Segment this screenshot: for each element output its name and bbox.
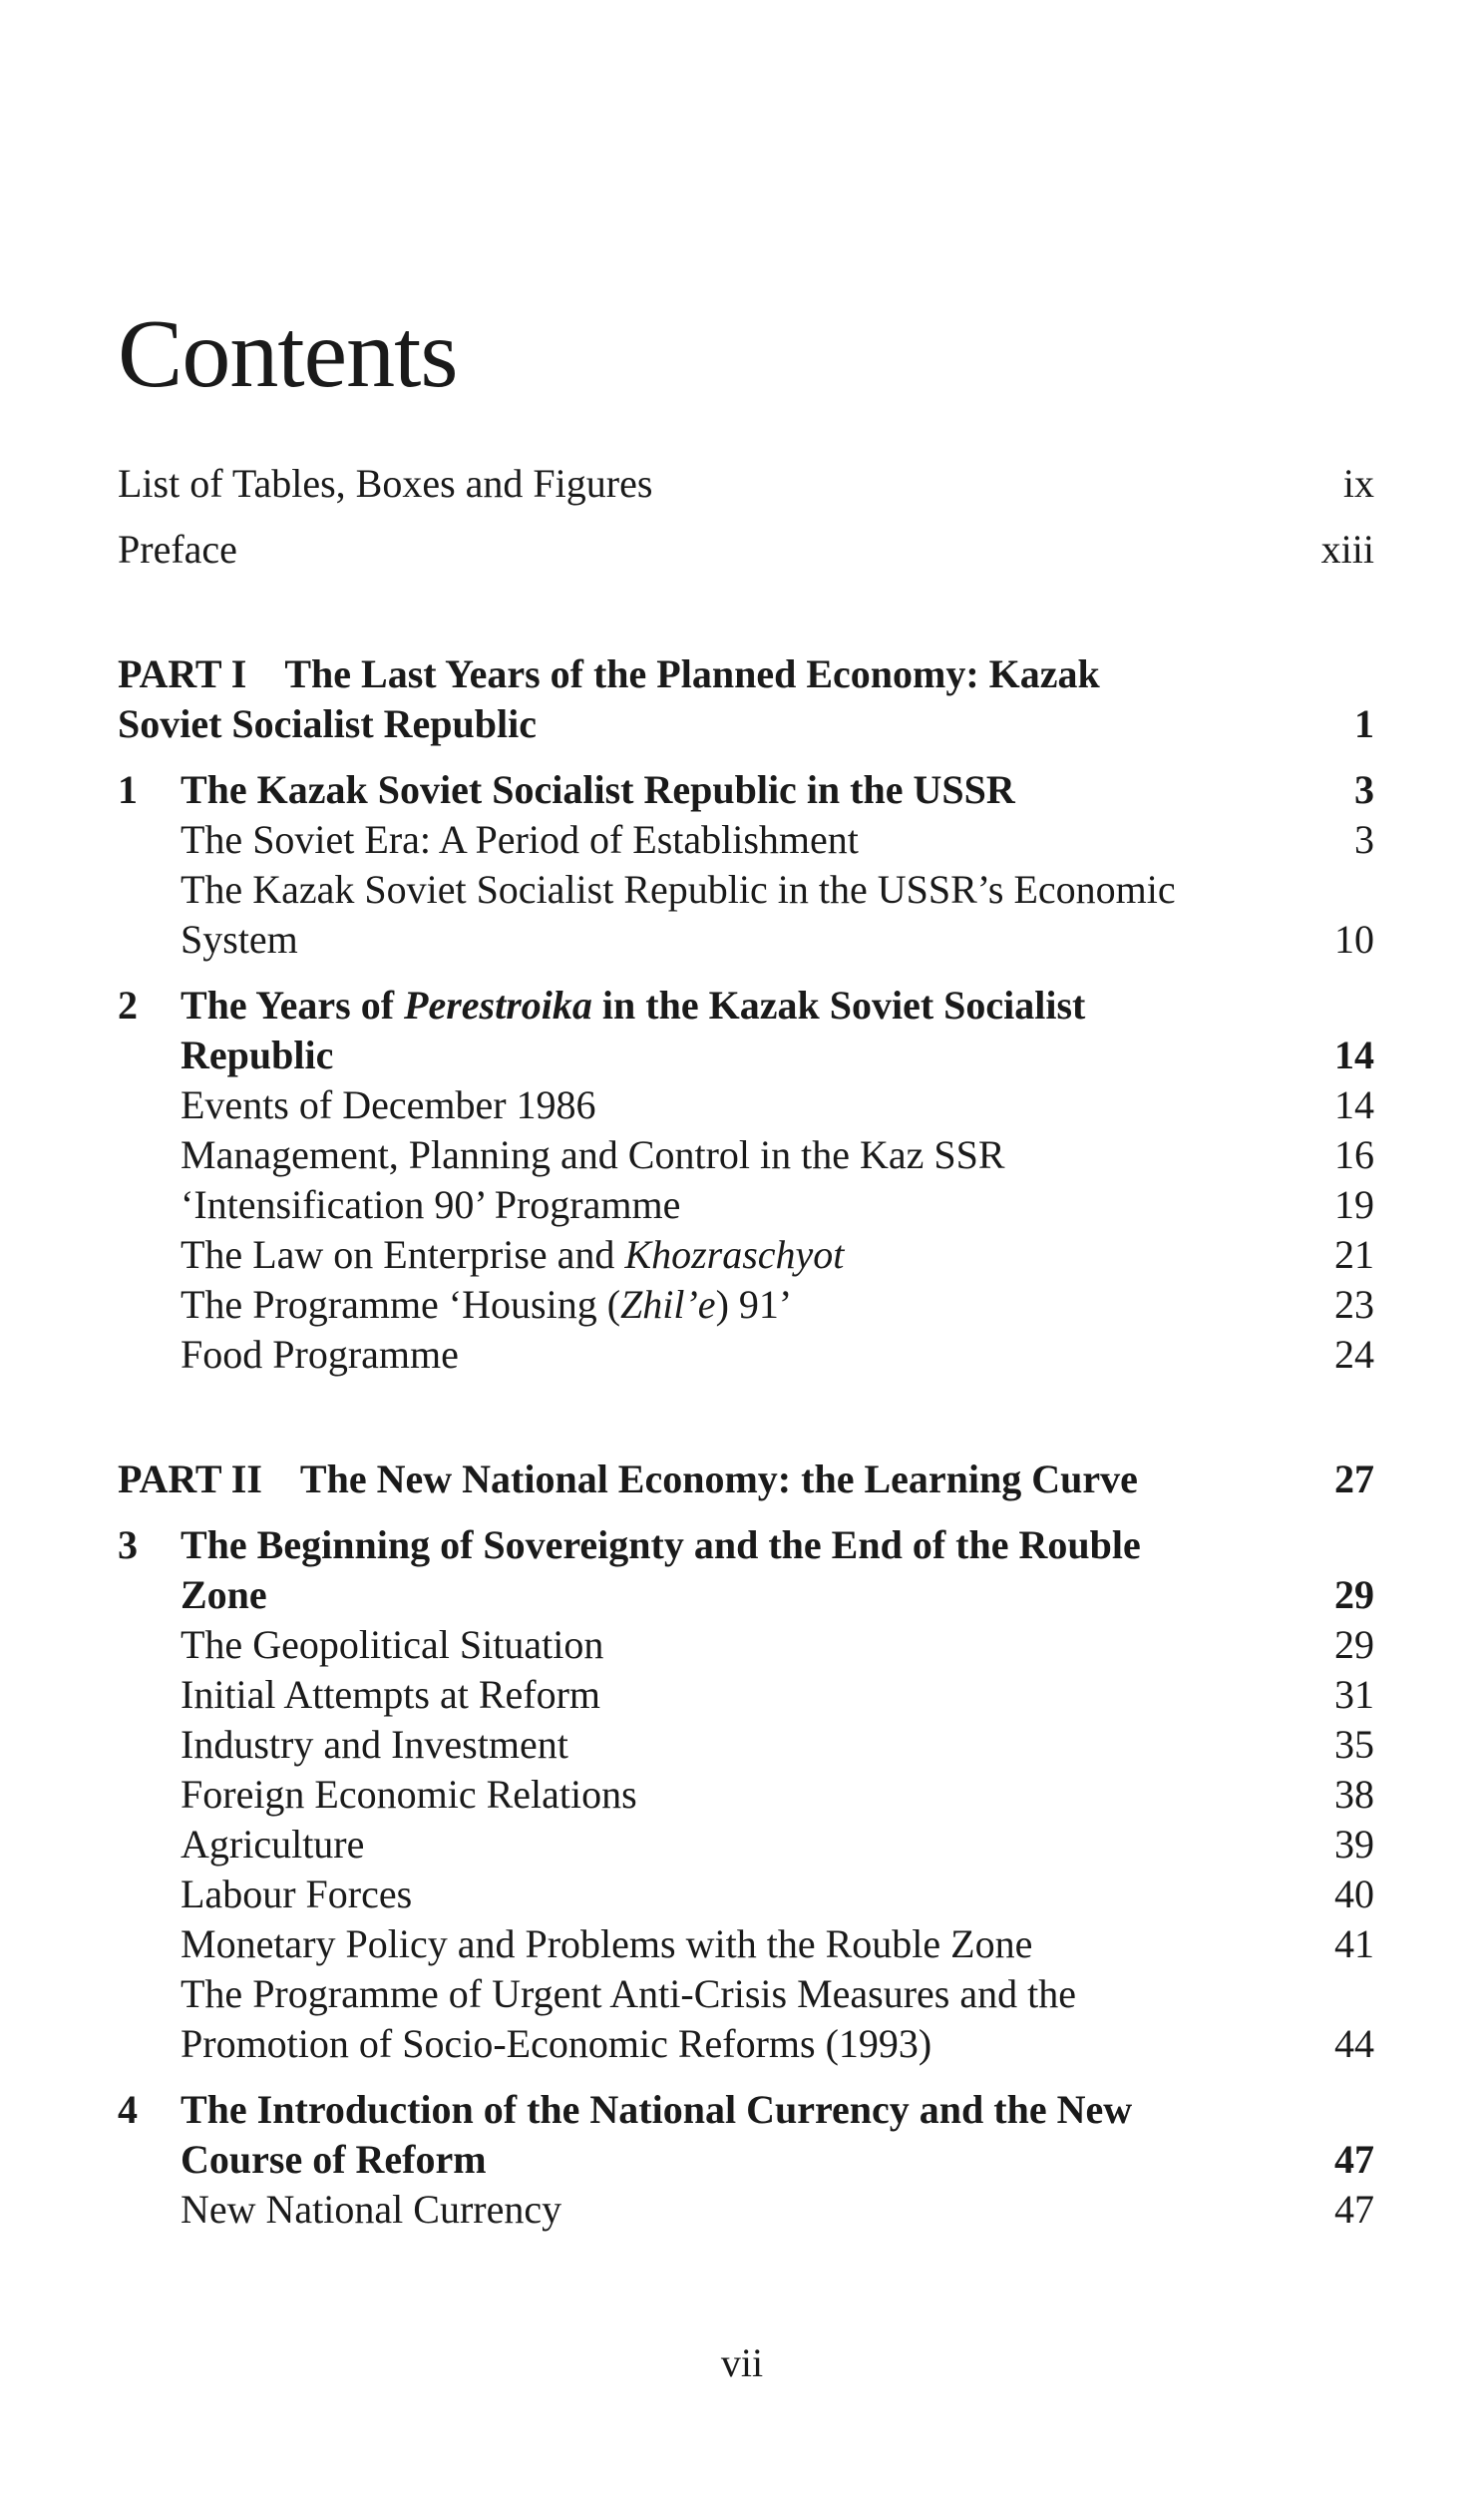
toc-chapter-2-line1[interactable] bbox=[118, 981, 1374, 1031]
section-page: 14 bbox=[1334, 1082, 1374, 1127]
chapter-title: The Introduction of the National Currency and the New bbox=[181, 2087, 1133, 2132]
toc-section[interactable] bbox=[118, 1230, 1374, 1280]
chapter-number: 3 bbox=[118, 1522, 138, 1567]
section-title: The Programme of Urgent Anti-Crisis Measures and the bbox=[181, 1971, 1076, 2016]
toc-section[interactable] bbox=[118, 1280, 1374, 1330]
table-of-contents bbox=[118, 459, 1374, 2235]
section-title: The Kazak Soviet Socialist Republic in the USSR’s Economic bbox=[181, 867, 1176, 912]
section-title: Events of December 1986 bbox=[181, 1082, 596, 1127]
section-title-post: ) 91’ bbox=[715, 1282, 793, 1327]
section-title: Monetary Policy and Problems with the Rouble Zone bbox=[181, 1921, 1033, 1966]
chapter-title-cont: Zone bbox=[181, 1572, 267, 1617]
entry-page: xiii bbox=[1320, 527, 1374, 572]
section-page: 41 bbox=[1334, 1921, 1374, 1966]
toc-section[interactable] bbox=[118, 2185, 1374, 2235]
chapter-page: 29 bbox=[1334, 1572, 1374, 1617]
section-title-pre: The Programme ‘Housing ( bbox=[181, 1282, 621, 1327]
section-title-cont: Promotion of Socio-Economic Reforms (1993) bbox=[181, 2021, 932, 2066]
part-page: 1 bbox=[1354, 701, 1374, 746]
section-title: Initial Attempts at Reform bbox=[181, 1672, 601, 1717]
part-page: 27 bbox=[1334, 1457, 1374, 1501]
part-label: PART II bbox=[118, 1457, 262, 1501]
entry-page: ix bbox=[1342, 461, 1374, 506]
section-title-italic: Zhil’e bbox=[620, 1282, 716, 1327]
section-page: 21 bbox=[1334, 1232, 1374, 1277]
section-page: 10 bbox=[1334, 917, 1374, 962]
section-page: 29 bbox=[1334, 1622, 1374, 1667]
chapter-number: 1 bbox=[118, 767, 138, 812]
section-title: Agriculture bbox=[181, 1822, 365, 1867]
toc-section[interactable] bbox=[118, 1180, 1374, 1230]
toc-chapter-4-line2[interactable] bbox=[118, 2135, 1374, 2185]
section-page: 38 bbox=[1334, 1772, 1374, 1817]
section-page: 44 bbox=[1334, 2021, 1374, 2066]
part-title: The New National Economy: the Learning Curve bbox=[299, 1457, 1138, 1501]
toc-section[interactable] bbox=[118, 1919, 1374, 1969]
chapter-title: The Kazak Soviet Socialist Republic in the USSR bbox=[181, 767, 1015, 812]
section-page: 47 bbox=[1334, 2187, 1374, 2232]
toc-section[interactable] bbox=[118, 815, 1374, 865]
toc-section[interactable] bbox=[118, 1870, 1374, 1919]
section-title-italic: Khozraschyot bbox=[624, 1232, 845, 1277]
chapter-page: 3 bbox=[1354, 767, 1374, 812]
section-title-cont: System bbox=[181, 917, 298, 962]
toc-entry-preface[interactable] bbox=[118, 525, 1374, 575]
section-page: 19 bbox=[1334, 1182, 1374, 1227]
page-title: Contents bbox=[118, 299, 458, 408]
chapter-page: 14 bbox=[1334, 1033, 1374, 1077]
section-title-pre: The Law on Enterprise and bbox=[181, 1232, 625, 1277]
chapter-number: 2 bbox=[118, 983, 138, 1028]
section-page: 3 bbox=[1354, 817, 1374, 862]
toc-part-1-line2[interactable] bbox=[118, 699, 1374, 749]
toc-section-line1[interactable] bbox=[118, 1969, 1374, 2019]
section-title: The Soviet Era: A Period of Establishment bbox=[181, 817, 859, 862]
toc-chapter-3-line1[interactable] bbox=[118, 1520, 1374, 1570]
chapter-title-italic: Perestroika bbox=[404, 983, 592, 1028]
chapter-number: 4 bbox=[118, 2087, 138, 2132]
toc-section[interactable] bbox=[118, 1330, 1374, 1380]
chapter-title-cont: Course of Reform bbox=[181, 2137, 487, 2182]
toc-section[interactable] bbox=[118, 1670, 1374, 1720]
section-title: Food Programme bbox=[181, 1332, 459, 1377]
part-title-cont: Soviet Socialist Republic bbox=[118, 701, 538, 746]
section-page: 40 bbox=[1334, 1872, 1374, 1916]
toc-section-line2[interactable] bbox=[118, 915, 1374, 965]
section-title: The Geopolitical Situation bbox=[181, 1622, 604, 1667]
toc-section-line2[interactable] bbox=[118, 2019, 1374, 2069]
section-title: Management, Planning and Control in the Kaz SSR bbox=[181, 1132, 1005, 1177]
toc-entry-list-of-tables[interactable] bbox=[118, 459, 1374, 509]
toc-section[interactable] bbox=[118, 1720, 1374, 1770]
section-title: New National Currency bbox=[181, 2187, 562, 2232]
toc-chapter-3-line2[interactable] bbox=[118, 1570, 1374, 1620]
toc-chapter-1[interactable] bbox=[118, 765, 1374, 815]
section-title: Labour Forces bbox=[181, 1872, 413, 1916]
toc-part-2[interactable] bbox=[118, 1455, 1374, 1504]
toc-chapter-4-line1[interactable] bbox=[118, 2085, 1374, 2135]
toc-section[interactable] bbox=[118, 1130, 1374, 1180]
chapter-title-post: in the Kazak Soviet Socialist bbox=[591, 983, 1086, 1028]
toc-section[interactable] bbox=[118, 1770, 1374, 1820]
section-page: 23 bbox=[1334, 1282, 1374, 1327]
section-title: Industry and Investment bbox=[181, 1722, 568, 1767]
section-page: 24 bbox=[1334, 1332, 1374, 1377]
section-title: ‘Intensification 90’ Programme bbox=[181, 1182, 681, 1227]
chapter-page: 47 bbox=[1334, 2137, 1374, 2182]
chapter-title-cont: Republic bbox=[181, 1033, 334, 1077]
section-page: 31 bbox=[1334, 1672, 1374, 1717]
part-title: The Last Years of the Planned Economy: Kazak bbox=[284, 651, 1100, 696]
section-title: Foreign Economic Relations bbox=[181, 1772, 637, 1817]
chapter-title-pre: The Years of bbox=[181, 983, 405, 1028]
toc-part-1-line1[interactable] bbox=[118, 649, 1374, 699]
toc-section[interactable] bbox=[118, 1080, 1374, 1130]
section-page: 39 bbox=[1334, 1822, 1374, 1867]
section-page: 16 bbox=[1334, 1132, 1374, 1177]
toc-section-line1[interactable] bbox=[118, 865, 1374, 915]
part-label: PART I bbox=[118, 651, 247, 696]
toc-section[interactable] bbox=[118, 1620, 1374, 1670]
page-folio: vii bbox=[720, 2340, 764, 2385]
toc-section[interactable] bbox=[118, 1820, 1374, 1870]
section-page: 35 bbox=[1334, 1722, 1374, 1767]
toc-chapter-2-line2[interactable] bbox=[118, 1031, 1374, 1080]
entry-title: Preface bbox=[118, 527, 237, 572]
entry-title: List of Tables, Boxes and Figures bbox=[118, 461, 653, 506]
chapter-title: The Beginning of Sovereignty and the End of the Rouble bbox=[181, 1522, 1141, 1567]
